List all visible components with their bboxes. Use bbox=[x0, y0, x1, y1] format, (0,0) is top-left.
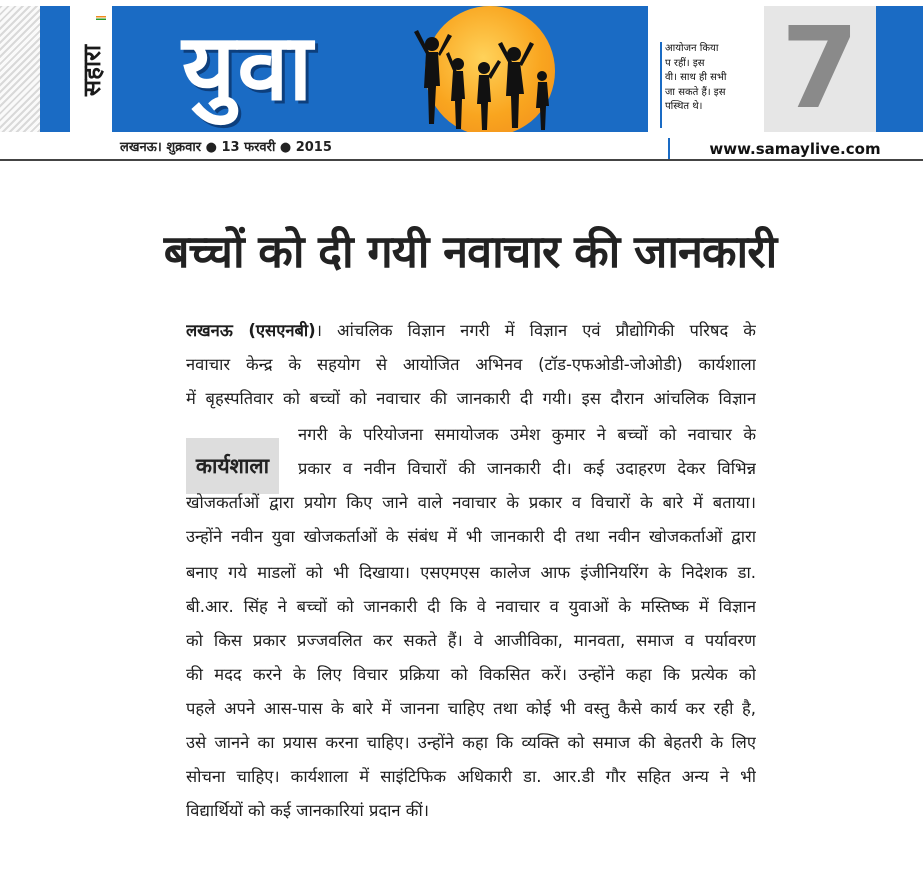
article-line: में बृहस्पतिवार को बच्चों को नवाचार की जानकारी दी गयी। इस दौरान आंचलिक विज्ञान bbox=[186, 389, 756, 408]
section-tag: कार्यशाला bbox=[195, 454, 270, 478]
article-line: उन्होंने नवीन युवा खोजकर्ताओं के संबंध में भी जानकारी दी तथा नवीन खोजकर्ताओं द्वारा bbox=[186, 527, 756, 546]
article-line-text: । आंचलिक विज्ञान नगरी में विज्ञान एवं प्रौद्योगिकी परिषद के bbox=[315, 321, 756, 340]
teaser-line: पस्थित थे। bbox=[665, 101, 703, 112]
masthead-right-strip bbox=[876, 6, 923, 132]
masthead bbox=[0, 0, 923, 160]
newspaper-logo-text: सहारा bbox=[78, 44, 107, 96]
article-line: को किस प्रकार प्रज्जवलित कर सकते हैं। वे आजीविका, मानवता, समाज व पर्यावरण bbox=[186, 631, 756, 650]
website-link[interactable]: www.samaylive.com bbox=[668, 138, 920, 160]
teaser-line: प रहीं। इस bbox=[665, 57, 705, 69]
masthead-brand-block bbox=[40, 6, 70, 132]
article-line: पहले अपने आस-पास के बारे में जानना चाहिए तथा कोई भी वस्तु कैसे कार्य कर रही है, bbox=[186, 699, 756, 718]
youth-silhouettes-icon bbox=[412, 24, 562, 132]
tricolor-icon bbox=[96, 16, 106, 20]
newspaper-logo bbox=[72, 14, 112, 126]
article-headline: बच्चों को दी गयी नवाचार की जानकारी bbox=[163, 225, 777, 278]
teaser-line: आयोजन किया bbox=[665, 43, 719, 54]
teaser-line: जा सकते हैं। इस bbox=[665, 86, 726, 98]
masthead-left-stripe bbox=[0, 6, 40, 132]
edition-dateline: लखनऊ। शुक्रवार ● 13 फरवरी ● 2015 bbox=[120, 140, 332, 155]
article-line bbox=[186, 314, 756, 348]
article-line: बनाए गये माडलों को भी दिखाया। एसएमएस कालेज आफ इंजीनियरिंग के निदेशक डा. bbox=[186, 563, 756, 582]
article-line: नवाचार केन्द्र के सहयोग से आयोजित अभिनव (टॉड-एफओडी-जोओडी) कार्यशाला bbox=[186, 355, 756, 374]
article-line: खोजकर्ताओं द्वारा प्रयोग किए जाने वाले नवाचार के प्रकार व विचारों के बारे में बताया। bbox=[186, 493, 756, 512]
page-number: 7 bbox=[781, 4, 859, 134]
article-line: की मदद करने के लिए विचार प्रक्रिया को विकसित करें। उन्होंने कहा कि प्रत्येक को bbox=[186, 665, 756, 684]
teaser-line: वी। साथ ही सभी bbox=[665, 72, 727, 83]
supplement-title-band bbox=[112, 6, 648, 132]
dateline-bar bbox=[112, 133, 663, 160]
article-dateline: लखनऊ (एसएनबी) bbox=[186, 321, 316, 340]
article-line: सोचना चाहिए। कार्यशाला में साइंटिफिक अधिकारी डा. आर.डी गौर सहित अन्य ने भी bbox=[186, 767, 756, 786]
article-line: नगरी के परियोजना समायोजक उमेश कुमार ने बच्चों को नवाचार के bbox=[298, 425, 756, 444]
supplement-title: युवा bbox=[182, 14, 315, 121]
article-line: विद्यार्थियों को कई जानकारियां प्रदान कीं। bbox=[186, 801, 429, 820]
article-line: बी.आर. सिंह ने बच्चों को जानकारी दी कि वे नवाचार व युवाओं के मस्तिष्क में विज्ञान bbox=[186, 597, 756, 616]
article-line: प्रकार व नवीन विचारों की जानकारी दी। कई उदाहरण देकर विभिन्न bbox=[298, 459, 756, 478]
header-divider bbox=[0, 159, 923, 161]
teaser-snippet bbox=[660, 42, 764, 128]
article-line: उसे जानने का प्रयास करना चाहिए। उन्होंने कहा कि व्यक्ति को समाज की बेहतरी के लिए bbox=[186, 733, 756, 752]
